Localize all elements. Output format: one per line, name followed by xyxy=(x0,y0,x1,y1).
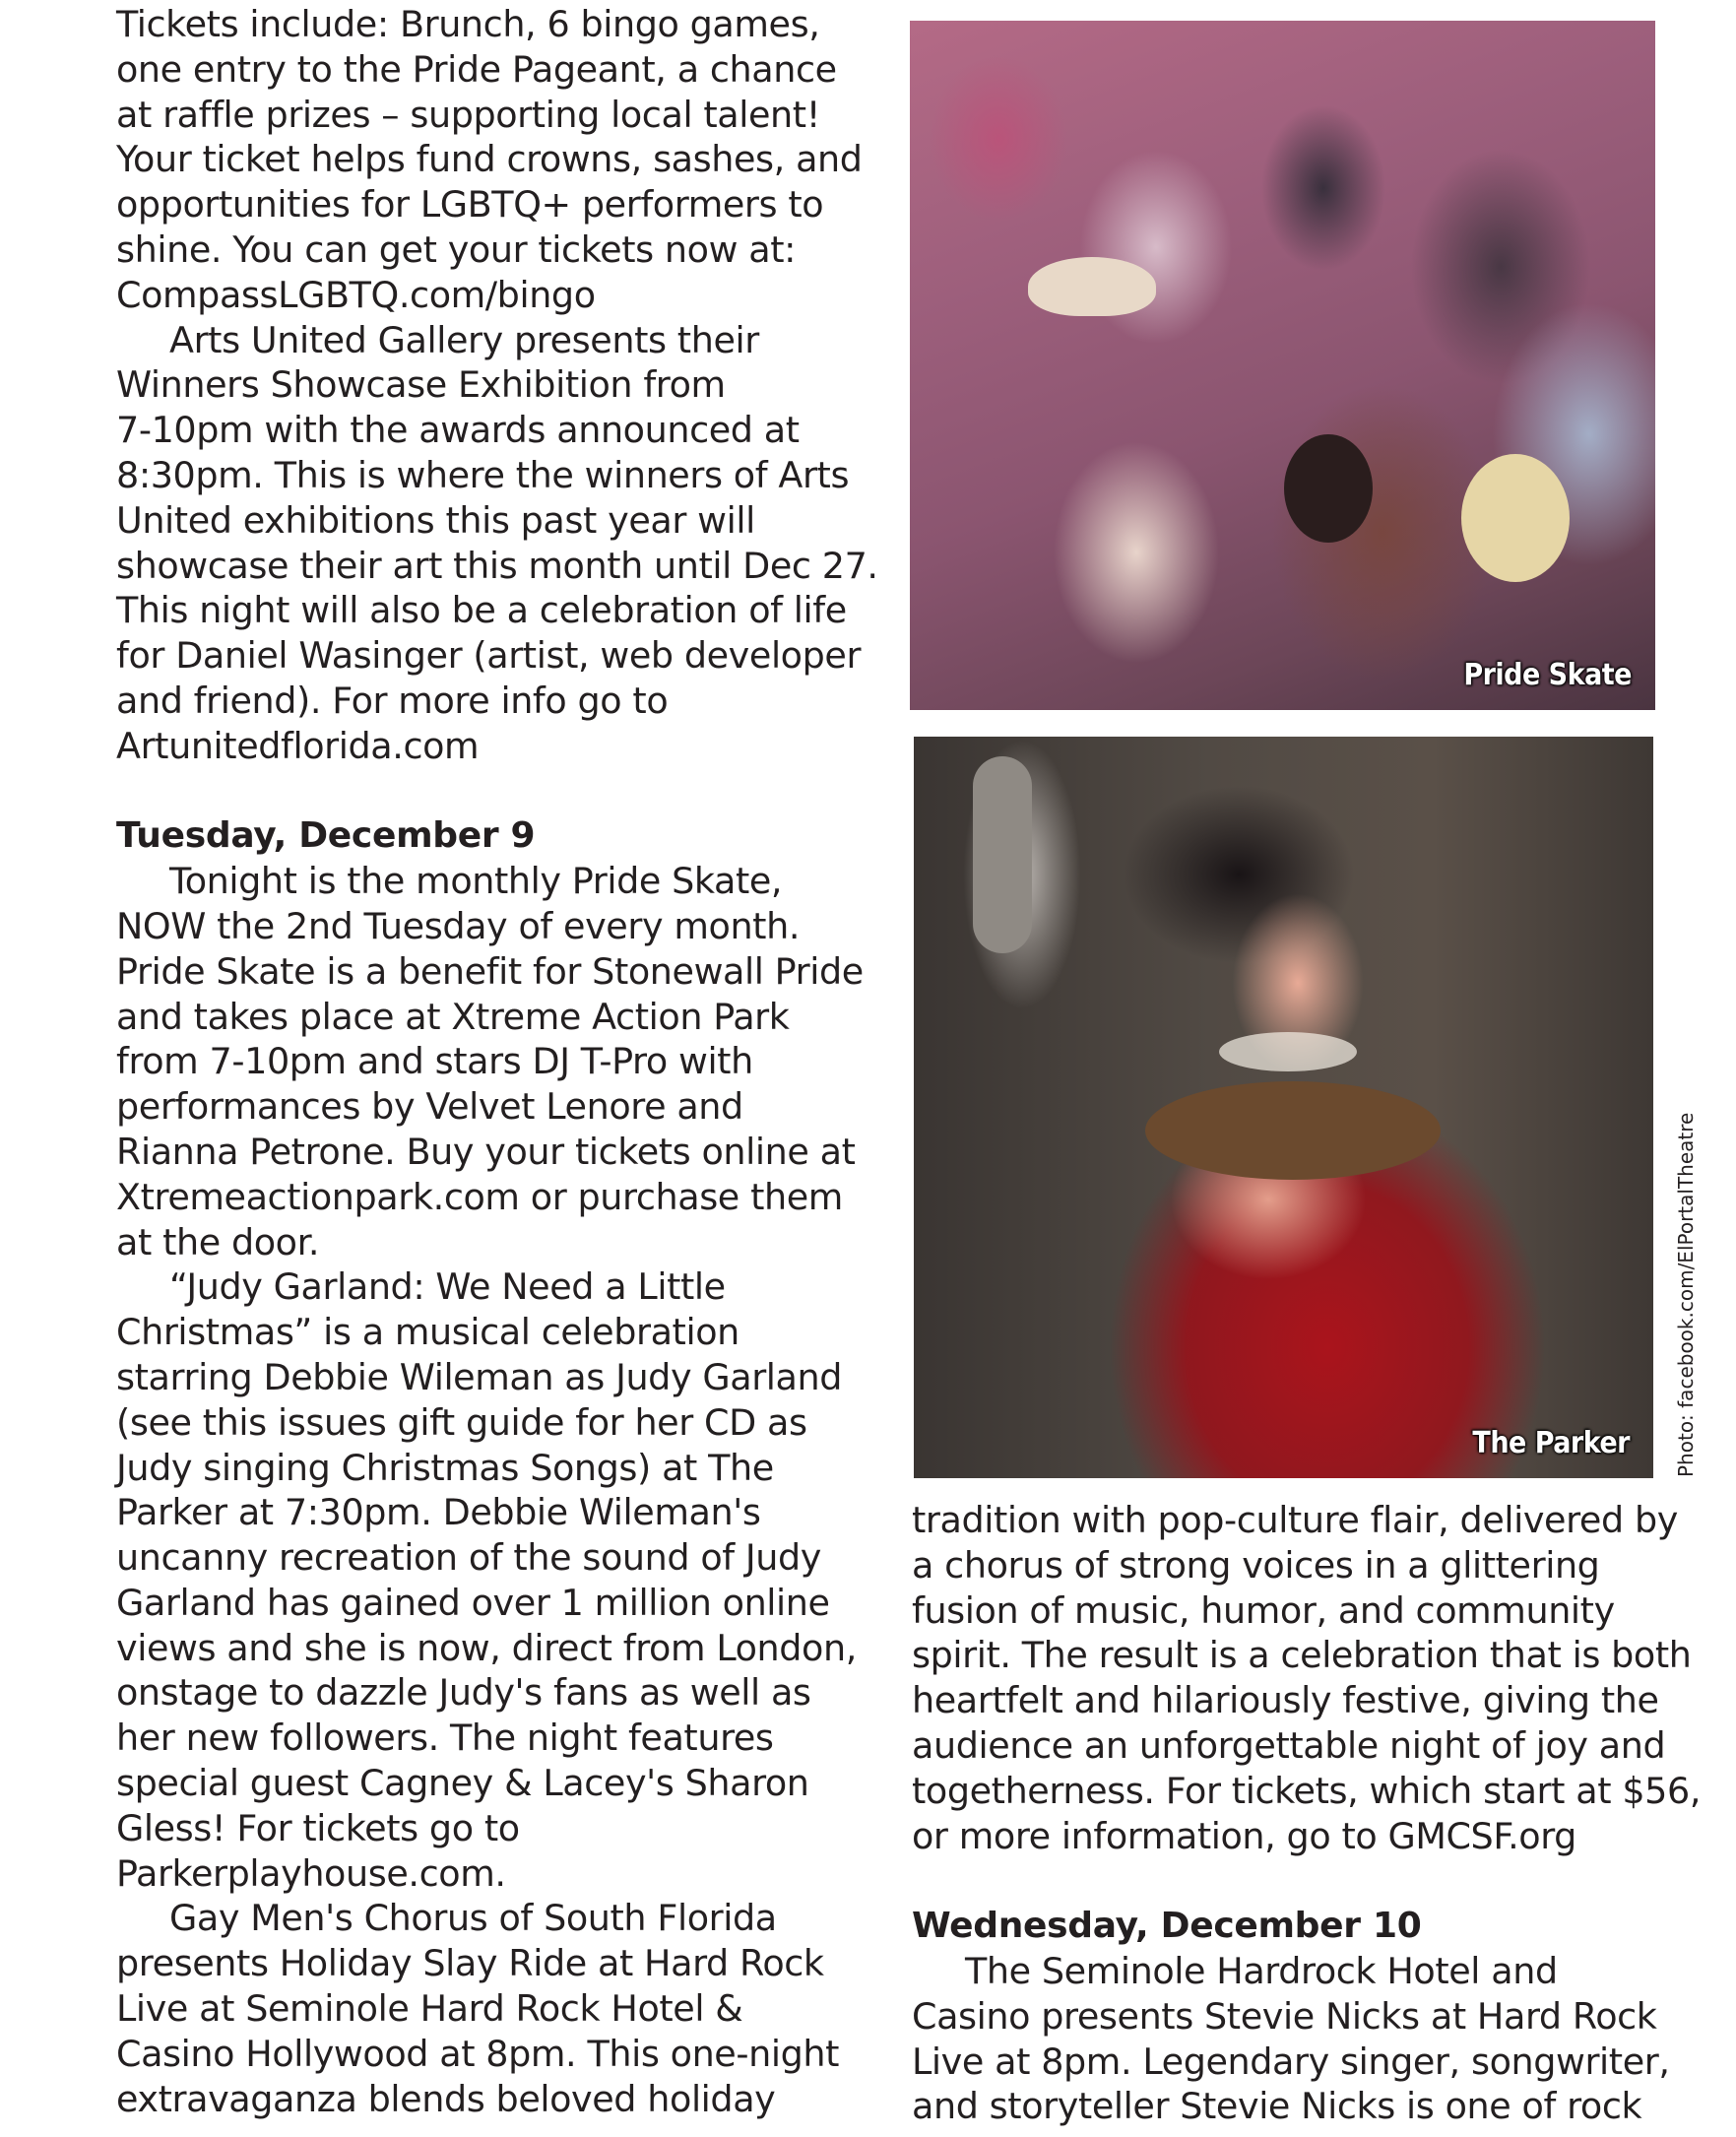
text-line: views and she is now, direct from London, xyxy=(116,1626,857,1669)
text-line: Judy singing Christmas Songs) at The xyxy=(116,1446,774,1489)
text-line: Live at 8pm. Legendary singer, songwriter, xyxy=(912,2040,1670,2083)
text-line: opportunities for LGBTQ+ performers to xyxy=(116,183,824,227)
text-line: Casino presents Stevie Nicks at Hard Rock xyxy=(912,1994,1657,2038)
arts-united-paragraph xyxy=(116,318,878,769)
text-line: performances by Velvet Lenore and xyxy=(116,1085,743,1129)
text-line: This night will also be a celebration of life xyxy=(116,589,847,632)
text-line: Winners Showcase Exhibition from xyxy=(116,363,726,407)
text-line: Xtremeactionpark.com or purchase them xyxy=(116,1175,843,1218)
text-line: The Seminole Hardrock Hotel and xyxy=(965,1949,1558,1992)
text-line: 8:30pm. This is where the winners of Arts xyxy=(116,453,850,496)
text-line: audience an unforgettable night of joy and xyxy=(912,1723,1666,1767)
stevie-nicks-paragraph xyxy=(912,1949,1670,2129)
text-line: special guest Cagney & Lacey's Sharon xyxy=(116,1762,809,1805)
text-line: CompassLGBTQ.com/bingo xyxy=(116,273,596,316)
text-line: Gay Men's Chorus of South Florida xyxy=(169,1897,777,1940)
section-spacer xyxy=(116,769,825,814)
text-line: Parkerplayhouse.com. xyxy=(116,1851,506,1895)
left-column xyxy=(116,2,878,2121)
text-line: heartfelt and hilariously festive, giving the xyxy=(912,1679,1659,1722)
text-line: Christmas” is a musical celebration xyxy=(116,1311,739,1354)
text-line: for Daniel Wasinger (artist, web developer xyxy=(116,634,862,678)
text-line: one entry to the Pride Pageant, a chance xyxy=(116,47,837,91)
heading-wednesday: Wednesday, December 10 xyxy=(912,1906,1422,1947)
gay-mens-chorus-paragraph xyxy=(116,1896,840,2121)
text-line: Rianna Petrone. Buy your tickets online at xyxy=(116,1130,856,1173)
text-line: fusion of music, humor, and community xyxy=(912,1588,1615,1632)
text-line: “Judy Garland: We Need a Little xyxy=(169,1265,726,1309)
skater-head-shape xyxy=(1284,434,1373,543)
text-line: togetherness. For tickets, which start at $56, xyxy=(912,1769,1702,1812)
text-line: from 7-10pm and stars DJ T-Pro with xyxy=(116,1040,753,1083)
text-line: Casino Hollywood at 8pm. This one-night xyxy=(116,2032,840,2075)
chorus-continued-paragraph xyxy=(912,1498,1702,1858)
text-line: and friend). For more info go to xyxy=(116,679,669,722)
text-line: shine. You can get your tickets now at: xyxy=(116,227,797,271)
text-line: Arts United Gallery presents their xyxy=(169,318,759,361)
text-line: United exhibitions this past year will xyxy=(116,498,755,542)
bingo-paragraph xyxy=(116,2,863,318)
text-line: extravaganza blends beloved holiday xyxy=(116,2077,776,2120)
photo-credit: Photo: facebook.com/ElPortalTheatre xyxy=(1674,1112,1698,1477)
cowboy-hat-shape xyxy=(1028,257,1156,316)
text-line: Artunitedflorida.com xyxy=(116,724,480,767)
text-line: at the door. xyxy=(116,1220,320,1263)
text-line: NOW the 2nd Tuesday of every month. xyxy=(116,904,801,947)
text-line: 7-10pm with the awards announced at xyxy=(116,409,800,452)
text-line: Your ticket helps fund crowns, sashes, and xyxy=(116,138,863,181)
text-line: and takes place at Xtreme Action Park xyxy=(116,995,790,1038)
pride-skate-paragraph xyxy=(116,859,864,1264)
section-spacer xyxy=(912,1858,1640,1904)
photo-caption-the-parker: The Parker xyxy=(1472,1426,1630,1460)
text-line: or more information, go to GMCSF.org xyxy=(912,1814,1576,1857)
text-line: Tonight is the monthly Pride Skate, xyxy=(169,860,783,903)
pride-skate-photo xyxy=(910,21,1655,710)
text-line: at raffle prizes – supporting local talent! xyxy=(116,93,820,136)
text-line: her new followers. The night features xyxy=(116,1716,774,1760)
text-line: Gless! For tickets go to xyxy=(116,1806,520,1849)
pearl-necklace-shape xyxy=(1219,1032,1357,1071)
the-parker-photo xyxy=(914,737,1653,1478)
text-line: Parker at 7:30pm. Debbie Wileman's xyxy=(116,1491,761,1534)
text-line: onstage to dazzle Judy's fans as well as xyxy=(116,1671,811,1715)
text-line: (see this issues gift guide for her CD as xyxy=(116,1400,807,1444)
judy-garland-paragraph xyxy=(116,1264,857,1896)
blonde-hair-shape xyxy=(1461,454,1570,582)
text-line: showcase their art this month until Dec 27. xyxy=(116,544,878,587)
text-line: tradition with pop-culture flair, delivered by xyxy=(912,1499,1678,1541)
text-line: starring Debbie Wileman as Judy Garland xyxy=(116,1355,843,1398)
text-line: spirit. The result is a celebration that is both xyxy=(912,1634,1692,1677)
text-line: Tickets include: Brunch, 6 bingo games, xyxy=(116,3,820,45)
text-line: uncanny recreation of the sound of Judy xyxy=(116,1536,821,1580)
text-line: Garland has gained over 1 million online xyxy=(116,1581,830,1624)
heading-tuesday: Tuesday, December 9 xyxy=(116,815,536,857)
text-line: presents Holiday Slay Ride at Hard Rock xyxy=(116,1942,824,1985)
text-line: Live at Seminole Hard Rock Hotel & xyxy=(116,1987,743,2031)
photo-caption-pride-skate: Pride Skate xyxy=(1463,658,1632,692)
fur-collar-shape xyxy=(1145,1081,1441,1180)
text-line: Pride Skate is a benefit for Stonewall Pride xyxy=(116,949,864,993)
text-line: and storyteller Stevie Nicks is one of rock xyxy=(912,2085,1642,2128)
text-line: a chorus of strong voices in a glittering xyxy=(912,1543,1600,1587)
microphone-shape xyxy=(973,756,1032,953)
right-column xyxy=(912,1498,1702,2129)
